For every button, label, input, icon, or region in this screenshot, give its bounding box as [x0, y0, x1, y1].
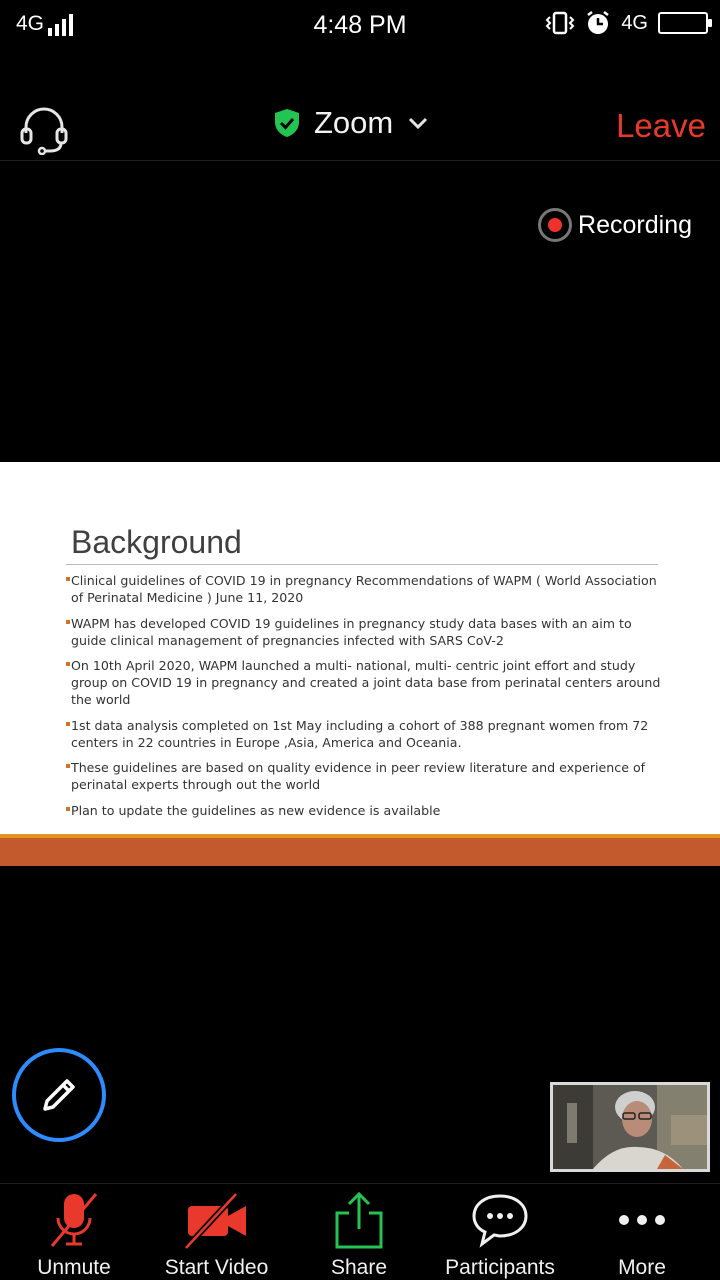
share-arrow-icon: [331, 1189, 387, 1251]
leave-button[interactable]: Leave: [616, 107, 706, 144]
slide-title-divider: [66, 564, 658, 565]
meeting-title-dropdown[interactable]: [274, 105, 429, 141]
status-bar: [0, 0, 720, 50]
slide-bullet: These guidelines are based on quality evidence in peer review literature and experience of perinatal experts through out the world: [66, 759, 666, 793]
participants-label: Participants: [445, 1256, 555, 1279]
status-icons-right: [545, 10, 708, 36]
participants-button[interactable]: [436, 1184, 564, 1280]
share-label: Share: [330, 1256, 388, 1279]
more-dots-icon: [616, 1210, 668, 1230]
start-video-button[interactable]: [151, 1184, 282, 1280]
chevron-down-icon: [407, 116, 429, 130]
more-label: More: [618, 1256, 666, 1279]
participant-video-image: [553, 1085, 707, 1169]
slide-footer-band: [0, 838, 720, 866]
microphone-muted-icon: [44, 1190, 104, 1250]
recording-dot-icon: [538, 208, 572, 242]
recording-label: Recording: [578, 210, 692, 239]
annotate-button[interactable]: [12, 1048, 106, 1142]
slide-bullet: WAPM has developed COVID 19 guidelines in pregnancy study data bases with an aim to guide clinical management of pregnancies infected with SARS CoV-2: [66, 615, 666, 649]
unmute-button[interactable]: [14, 1184, 134, 1280]
audio-connect-button[interactable]: [18, 103, 70, 155]
battery-icon: [658, 12, 708, 34]
network-type-left: 4G: [16, 12, 45, 35]
meeting-title: Zoom: [314, 105, 394, 140]
shared-screen-slide: [0, 462, 720, 866]
shield-check-icon: [274, 108, 300, 138]
unmute-label: Unmute: [37, 1256, 111, 1279]
network-type-right: 4G: [621, 11, 648, 34]
slide-bullet: Plan to update the guidelines as new evidence is available: [66, 802, 666, 819]
recording-indicator[interactable]: [538, 208, 692, 242]
slide-bullet-list: [66, 572, 666, 827]
start-video-label: Start Video: [164, 1256, 269, 1279]
slide-title: Background: [71, 524, 242, 560]
status-time: 4:48 PM: [313, 11, 407, 39]
self-video-thumbnail[interactable]: [550, 1082, 710, 1172]
share-button[interactable]: [309, 1184, 409, 1280]
slide-bullet: Clinical guidelines of COVID 19 in pregnancy Recommendations of WAPM ( World Association of Perinatal Medicine ) June 11, 2020: [66, 572, 666, 606]
alarm-icon: [585, 10, 611, 36]
more-button[interactable]: [596, 1184, 688, 1280]
slide-bullet: 1st data analysis completed on 1st May including a cohort of 388 pregnant women from 72 centers in 22 countries in Europe ,Asia, America and Oceania.: [66, 717, 666, 751]
video-camera-off-icon: [184, 1190, 250, 1250]
meeting-top-bar: [0, 95, 720, 161]
chat-bubble-icon: [470, 1192, 530, 1248]
pencil-icon: [37, 1073, 81, 1117]
slide-bullet: On 10th April 2020, WAPM launched a multi- national, multi- centric joint effort and study group on COVID 19 in pregnancy and created a joint data base from perinatal centers around the world: [66, 657, 666, 708]
meeting-toolbar: [0, 1183, 720, 1280]
headset-icon: [18, 103, 70, 155]
vibrate-icon: [545, 11, 575, 35]
